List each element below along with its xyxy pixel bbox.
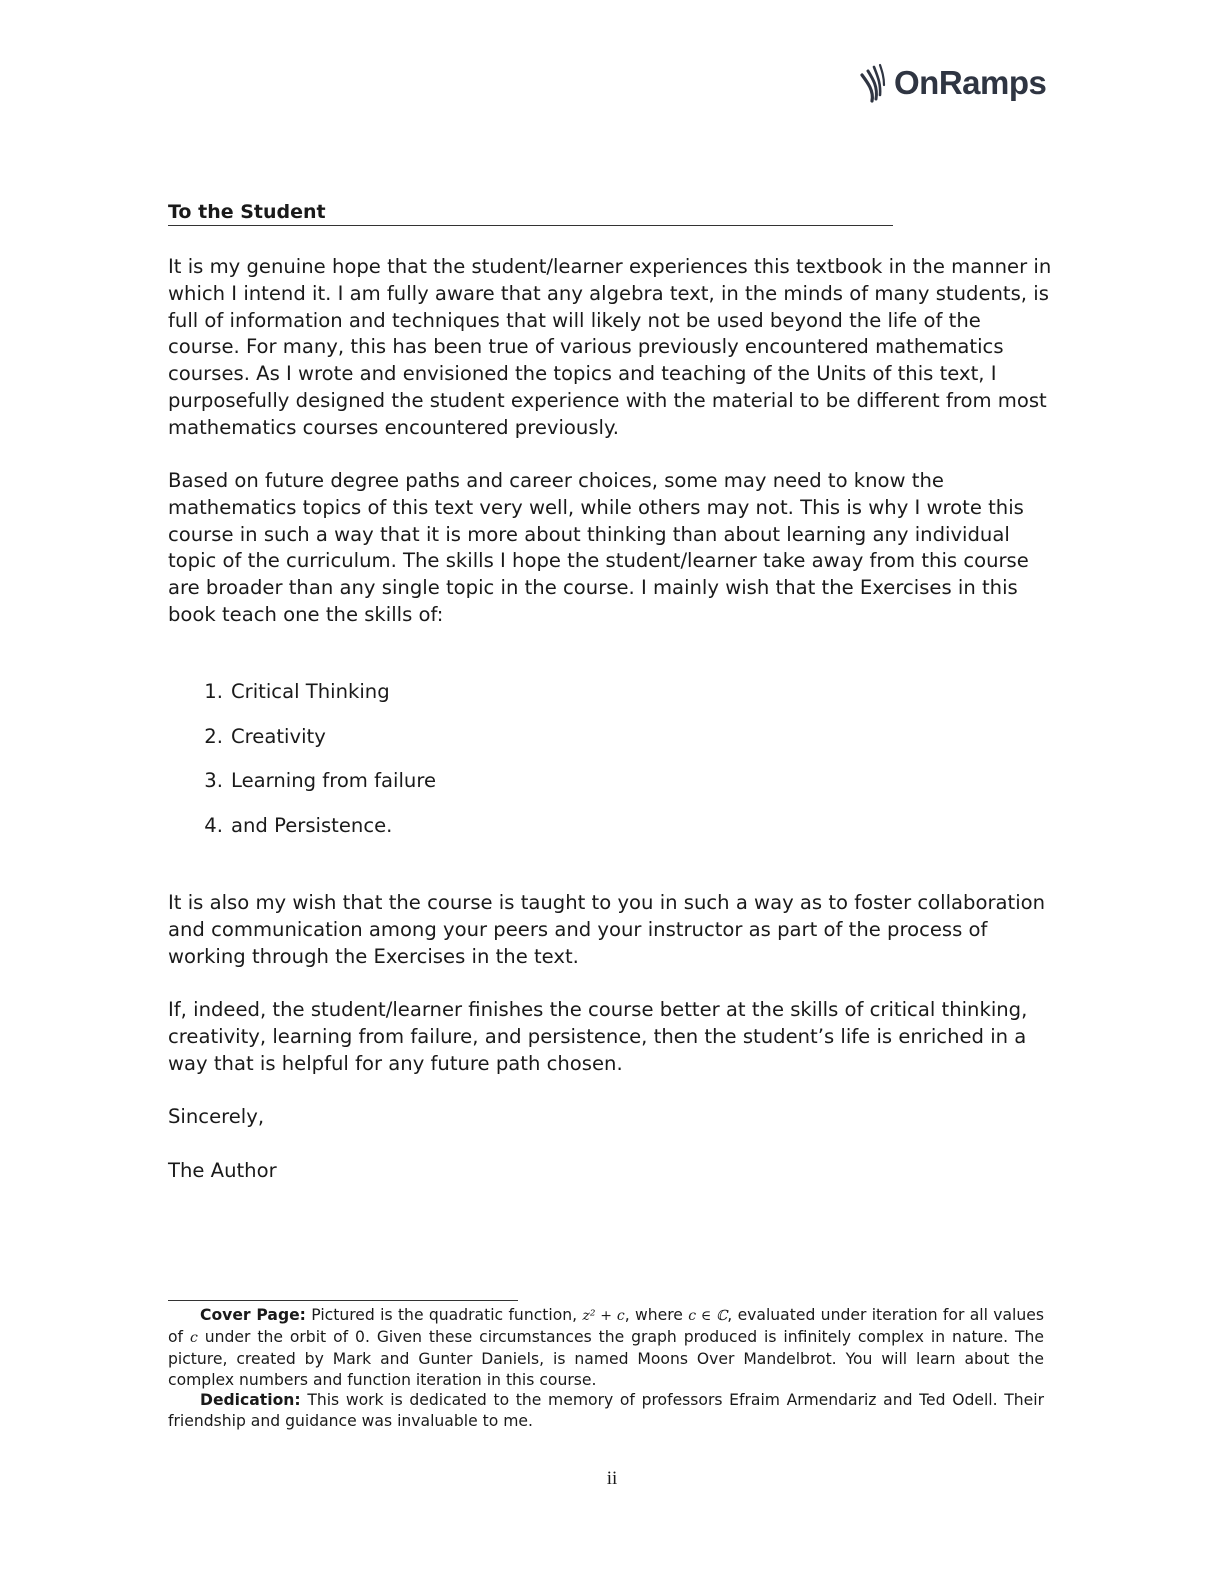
paragraph-collaboration: It is also my wish that the course is taught to you in such a way as to foster collaboration and communication among your peers and your instructor as part of the process of working through the Exercises in the text.	[168, 891, 1046, 968]
list-item	[168, 811, 436, 856]
paragraph-conclusion: If, indeed, the student/learner finishes the course better at the skills of critical thinking, creativity, learning from failure, and persistence, then the student’s life is enriched in a way that is helpful for any future path chosen.	[168, 998, 1028, 1075]
footnote-text: This work is dedicated to the memory of professors Efraim Armendariz and Ted Odell. Their friendship and guidance was invaluable to me.	[168, 1391, 1044, 1430]
footnote-text: under the orbit of 0. Given these circumstances the graph produced is infinitely complex in nature. The picture, created by Mark and Gunter Daniels, is named Moons Over Mandelbrot. You will learn about the complex numbers and function iteration in this course.	[168, 1328, 1044, 1389]
footnote-rule	[168, 1300, 518, 1301]
section-heading: To the Student	[168, 200, 893, 226]
list-number: 2.	[204, 724, 223, 748]
list-number: 4.	[204, 814, 223, 838]
page-number: ii	[606, 1468, 618, 1489]
list-item	[168, 677, 436, 722]
list-text: and Persistence.	[231, 814, 393, 838]
signature: The Author	[168, 1159, 277, 1182]
paragraph-intro: It is my genuine hope that the student/learner experiences this textbook in the manner in which I intend it. I am fully aware that any algebra text, in the minds of many students, is full of information and techniques that will likely not be used beyond the life of the course. For many, this has been true of various previously encountered mathematics courses. As I wrote and envisioned the topics and teaching of the Units of this text, I purposefully designed the student experience with the material to be different from most mathematics courses encountered previously.	[168, 255, 1052, 439]
list-text: Creativity	[231, 724, 326, 748]
footnote-cover-label: Cover Page:	[200, 1306, 306, 1324]
list-number: 3.	[204, 769, 223, 793]
list-number: 1.	[204, 680, 223, 703]
onramps-logo	[856, 58, 1046, 108]
onramps-swoosh-icon	[856, 61, 892, 105]
math-expression: c ∈ ℂ	[688, 1308, 728, 1324]
footnote-text: Pictured is the quadratic function,	[305, 1306, 583, 1324]
footnote-dedication	[168, 1390, 1044, 1432]
math-expression: z² + c	[582, 1308, 625, 1324]
footnote-text: , where	[624, 1306, 689, 1324]
math-expression: c	[189, 1330, 198, 1346]
footnote-cover	[168, 1305, 1044, 1391]
footnote-text: , evaluated under iteration for all values of	[168, 1306, 1044, 1346]
list-item	[168, 766, 436, 811]
paragraph-skills-intro: Based on future degree paths and career choices, some may need to know the mathematics topics of this text very well, while others may not. This is why I wrote this course in such a way that it is more about thinking than about learning any individual topic of the curriculum. The skills I hope the student/learner take away from this course are broader than any single topic in the course. I mainly wish that the Exercises in this book teach one the skills of:	[168, 469, 1029, 626]
signoff: Sincerely,	[168, 1105, 265, 1128]
skills-list	[168, 677, 436, 856]
list-text: Learning from failure	[231, 769, 437, 793]
footnote-dedication-label: Dedication:	[200, 1391, 301, 1409]
list-item	[168, 722, 436, 767]
logo-wordmark: OnRamps	[894, 64, 1047, 101]
list-text: Critical Thinking	[231, 680, 390, 703]
